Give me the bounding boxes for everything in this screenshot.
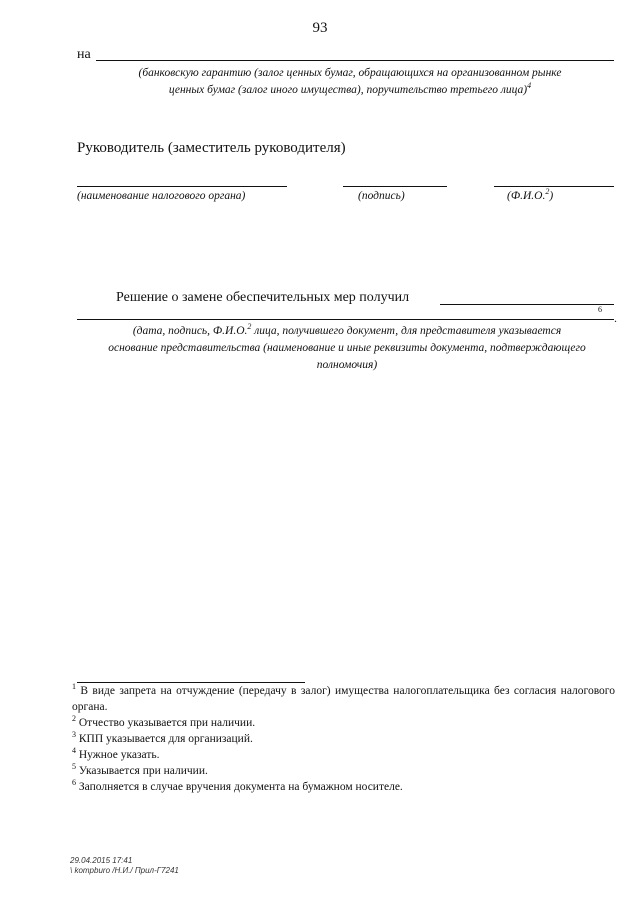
fio-caption-close: ): [549, 190, 554, 202]
guarantee-caption-line2: [80, 82, 620, 99]
footnote-1: [70, 683, 615, 715]
footnote-text: КПП указывается для организаций.: [76, 733, 253, 745]
org-caption: (наименование налогового органа): [77, 190, 246, 202]
decision-fill-line: [440, 304, 614, 305]
guarantee-prefix: на: [77, 47, 91, 62]
print-stamp: [70, 856, 179, 876]
footnote-6: [70, 779, 615, 795]
footnote-number: 4: [72, 746, 76, 756]
footnote-5: [70, 763, 615, 779]
footnote-3: [70, 731, 615, 747]
receiver-caption-line1: [77, 323, 617, 340]
footnote-number: 5: [72, 762, 76, 772]
receiver-caption-sup: 2: [247, 322, 252, 332]
guarantee-caption: [80, 65, 620, 99]
receiver-caption-part1: (дата, подпись, Ф.И.О.: [132, 325, 248, 337]
signature-fill-line: [343, 186, 447, 187]
footnote-text: Указывается при наличии.: [76, 765, 208, 777]
footnote-number: 1: [72, 682, 76, 692]
fio-caption-sup: 2: [545, 187, 550, 197]
decision-text: Решение о замене обеспечительных мер получил: [116, 290, 410, 305]
guarantee-caption-sup: 4: [527, 81, 532, 91]
receiver-line-dot: .: [614, 311, 617, 325]
receiver-caption-part2: лица, получившего документ, для представителя указывается: [251, 325, 562, 337]
footnote-text: Отчество указывается при наличии.: [76, 717, 256, 729]
receiver-footnote-sup: 6: [598, 305, 602, 314]
footnote-text: Заполняется в случае вручения документа на бумажном носителе.: [76, 781, 403, 793]
page-number: 93: [312, 20, 328, 36]
guarantee-caption-line1: (банковскую гарантию (залог ценных бумаг, обращающихся на организованном рынке: [138, 67, 562, 79]
footnote-text: В виде запрета на отчуждение (передачу в залог) имущества налогоплательщика без согласия налогового органа.: [72, 685, 615, 713]
footnote-number: 3: [72, 730, 76, 740]
guarantee-caption-line2-text: ценных бумаг (залог иного имущества), поручительство третьего лица): [168, 84, 528, 96]
footnote-number: 6: [72, 778, 76, 788]
footnotes: [70, 683, 615, 795]
footnote-2: [70, 715, 615, 731]
signature-caption: (подпись): [358, 190, 405, 202]
receiver-caption-line3: полномочия): [316, 359, 378, 371]
footnote-number: 2: [72, 714, 76, 724]
org-fill-line: [77, 186, 287, 187]
fio-fill-line: [494, 186, 614, 187]
fio-caption-text: (Ф.И.О.: [507, 190, 546, 202]
receiver-fill-line: [77, 319, 614, 320]
print-stamp-path: \ kompburo /Н.И./ Прил-Г7241: [70, 866, 179, 875]
footnote-4: [70, 747, 615, 763]
receiver-caption: [77, 323, 617, 374]
fio-caption: [507, 187, 554, 202]
head-title: Руководитель (заместитель руководителя): [77, 140, 346, 156]
footnote-text: Нужное указать.: [76, 749, 160, 761]
guarantee-fill-line: [96, 60, 614, 61]
print-stamp-date: 29.04.2015 17:41: [70, 856, 133, 865]
receiver-caption-line2: основание представительства (наименование и иные реквизиты документа, подтверждающего: [108, 342, 586, 354]
